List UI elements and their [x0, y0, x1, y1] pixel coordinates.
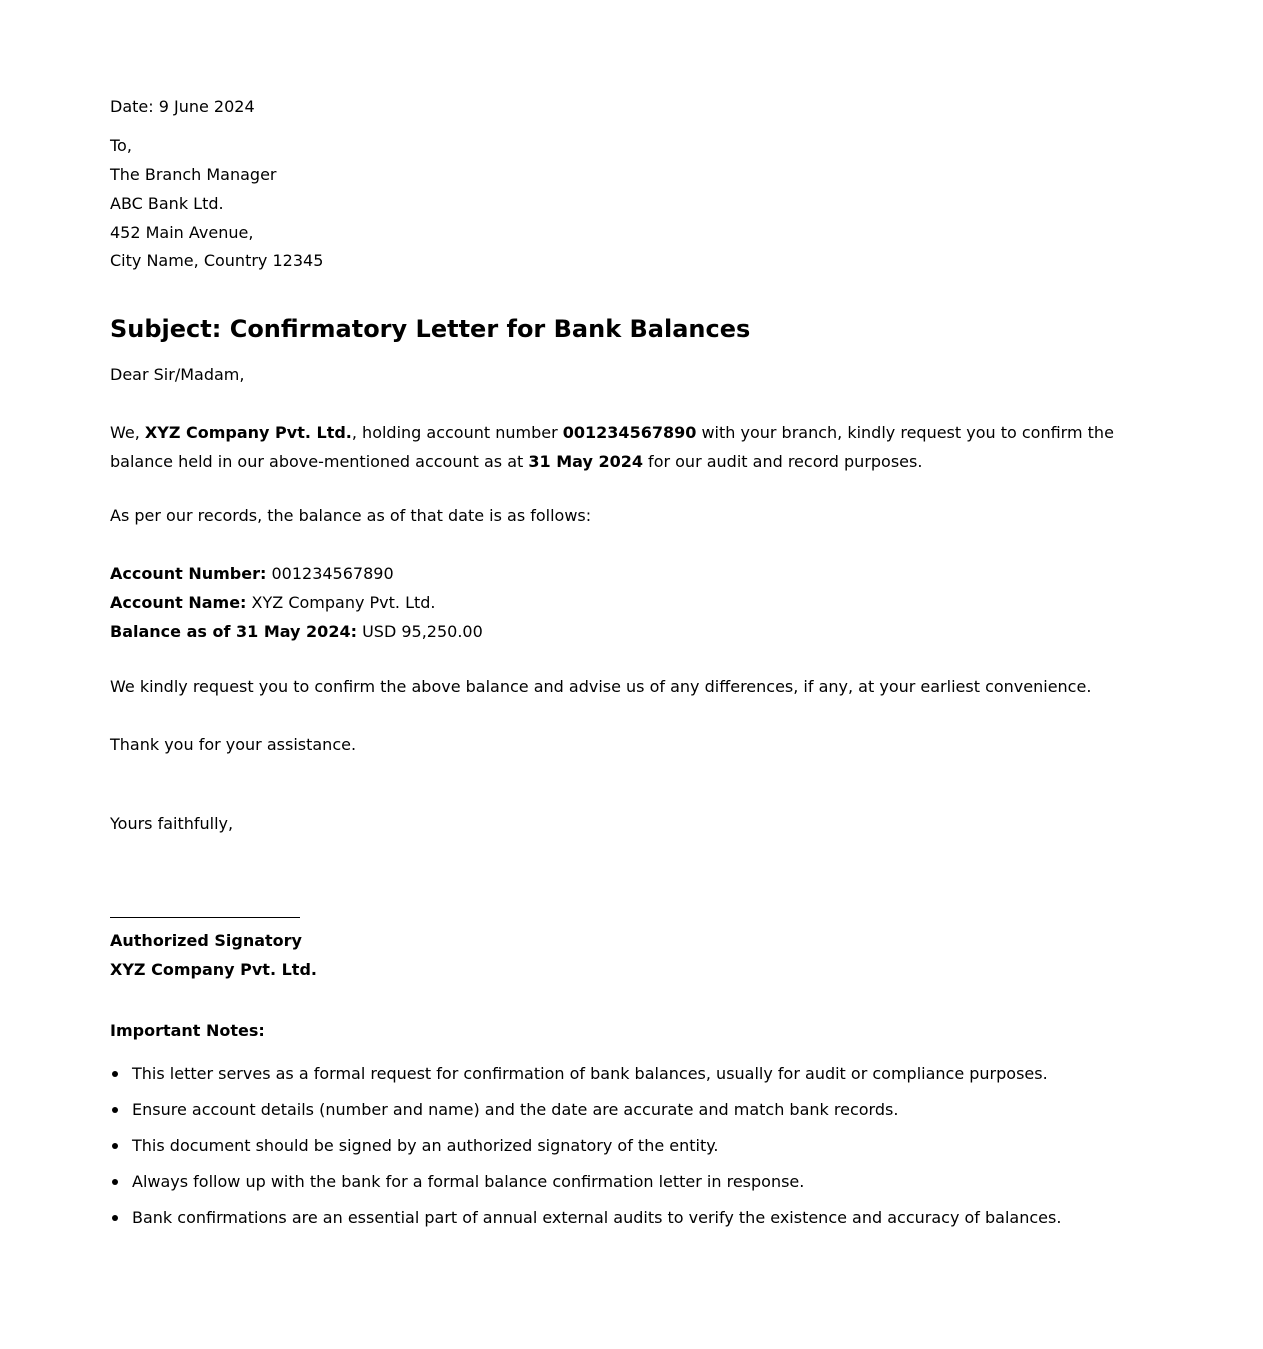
detail-balance-label: Balance as of 31 May 2024: [110, 622, 357, 641]
request-line: We kindly request you to confirm the above balance and advise us of any differences, if any, at your earliest convenience. [110, 677, 1092, 696]
list-item [110, 1206, 1061, 1242]
recipient-to: To, [110, 136, 132, 155]
intro-account-number: 001234567890 [562, 423, 697, 442]
notes-heading: Important Notes: [110, 1021, 265, 1040]
detail-account-number-label: Account Number: [110, 564, 267, 583]
intro-company: XYZ Company Pvt. Ltd. [144, 423, 352, 442]
list-item [110, 1134, 1061, 1170]
detail-account-number-value: 001234567890 [266, 564, 394, 583]
detail-account-number [110, 564, 394, 584]
bullet-icon [112, 1215, 118, 1221]
records-line: As per our records, the balance as of that date is as follows: [110, 506, 592, 525]
bullet-icon [112, 1143, 118, 1149]
recipient-city: City Name, Country 12345 [110, 251, 324, 270]
recipient-street: 452 Main Avenue, [110, 223, 254, 242]
thanks-line: Thank you for your assistance. [110, 735, 357, 754]
signature-line [110, 917, 300, 918]
detail-account-name-value: XYZ Company Pvt. Ltd. [246, 593, 436, 612]
bullet-icon [112, 1071, 118, 1077]
intro-paragraph [110, 418, 1160, 476]
intro-text-1: We, [110, 423, 145, 442]
closing-line: Yours faithfully, [110, 814, 234, 833]
detail-balance [110, 622, 483, 642]
intro-as-at-date: 31 May 2024 [528, 452, 643, 471]
signatory-company: XYZ Company Pvt. Ltd. [110, 960, 317, 979]
salutation: Dear Sir/Madam, [110, 365, 245, 384]
detail-account-name-label: Account Name: [110, 593, 247, 612]
date-line: Date: 9 June 2024 [110, 97, 255, 116]
signatory-role: Authorized Signatory [110, 931, 302, 950]
intro-text-4: for our audit and record purposes. [642, 452, 923, 471]
intro-text-2: , holding account number [351, 423, 563, 442]
note-text: Always follow up with the bank for a formal balance confirmation letter in response. [132, 1172, 805, 1191]
recipient-title: The Branch Manager [110, 165, 277, 184]
bullet-icon [112, 1179, 118, 1185]
list-item [110, 1098, 1061, 1134]
recipient-bank: ABC Bank Ltd. [110, 194, 224, 213]
list-item [110, 1170, 1061, 1206]
detail-account-name [110, 593, 436, 613]
bullet-icon [112, 1107, 118, 1113]
subject-heading: Subject: Confirmatory Letter for Bank Balances [110, 315, 751, 343]
list-item [110, 1062, 1061, 1098]
detail-balance-value: USD 95,250.00 [356, 622, 483, 641]
note-text: This document should be signed by an authorized signatory of the entity. [132, 1136, 719, 1155]
note-text: Ensure account details (number and name) and the date are accurate and match bank records. [132, 1100, 899, 1119]
note-text: This letter serves as a formal request for confirmation of bank balances, usually for audit or compliance purposes. [132, 1064, 1048, 1083]
note-text: Bank confirmations are an essential part of annual external audits to verify the existence and accuracy of balances. [132, 1208, 1062, 1227]
intro-text-3: with your branch, kindly request you to confirm the balance held in our above-mentioned account as at [110, 423, 1114, 471]
notes-list [110, 1062, 1061, 1242]
